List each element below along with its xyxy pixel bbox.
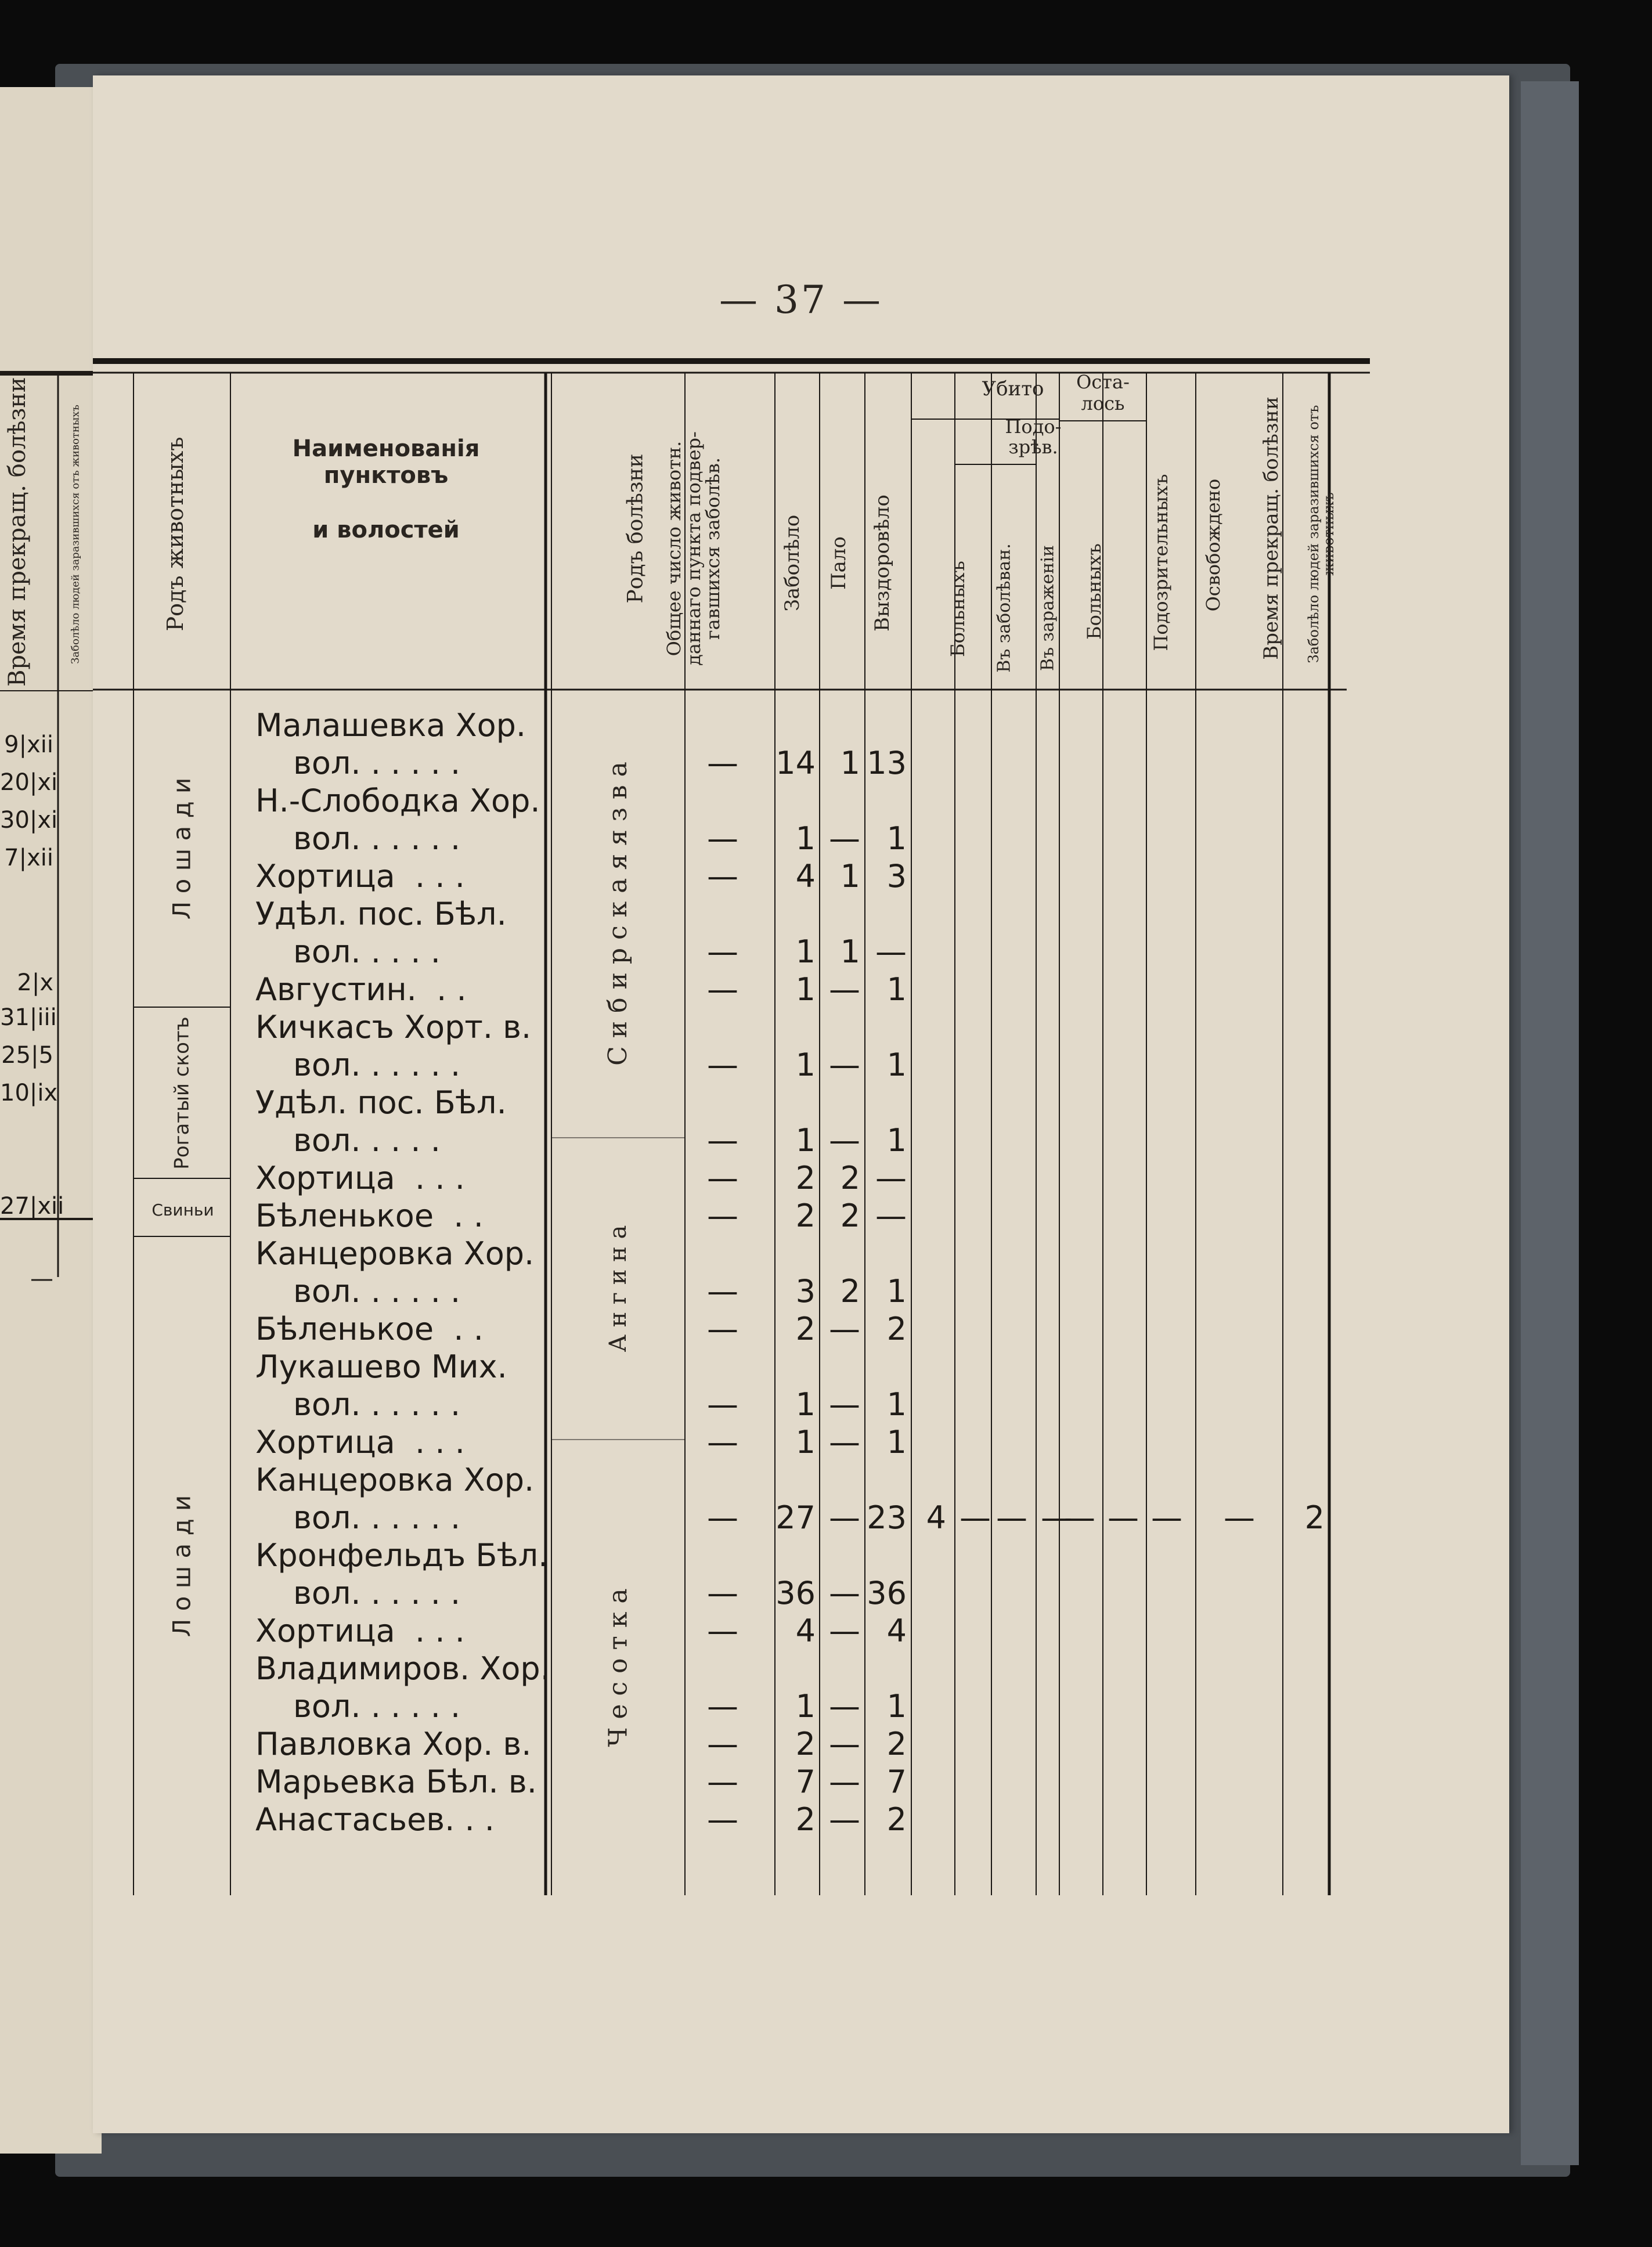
row-total: — [707, 933, 738, 970]
row-died: — [829, 820, 860, 857]
row-recovered: 1 [886, 820, 907, 857]
row-died: — [829, 1047, 860, 1083]
left-page-date: 31|iii [0, 1004, 57, 1031]
left-page-date: 10|ix [0, 1080, 58, 1106]
left-page-date: 7|xii [4, 845, 53, 871]
row-name: Хортица . . . [255, 858, 465, 895]
row-recovered: 7 [886, 1763, 907, 1800]
row-name: Кронфельдъ Бѣл. [255, 1537, 549, 1574]
row-name: Малашевка Хор. [255, 707, 526, 744]
row-empty-dash: — [1108, 1499, 1139, 1536]
row-name-cont: вол. . . . . [293, 1122, 441, 1159]
row-fell-ill: 2 [795, 1726, 816, 1762]
row-died: — [829, 1424, 860, 1460]
disease-group-label: С и б и р с к а я я з в а [603, 762, 633, 1066]
row-died: 1 [840, 745, 860, 781]
header-recovered: Выздоровѣло [871, 495, 894, 632]
row-name: Владимиров. Хор. [255, 1650, 550, 1687]
row-recovered: 3 [886, 858, 907, 895]
row-recovered: 2 [886, 1726, 907, 1762]
row-name: Анастасьев. . . [255, 1801, 495, 1838]
row-died: 2 [840, 1160, 860, 1196]
header-group-killed: Убито [982, 377, 1044, 401]
row-name: Бѣленькое . . [255, 1198, 484, 1234]
row-name: Марьевка Бѣл. в. [255, 1763, 537, 1800]
header-disease: Родъ болѣзни [623, 453, 648, 604]
row-fell-ill: 2 [795, 1311, 816, 1347]
left-page [0, 87, 102, 2154]
header-susp-disease: Въ заболѣван. [994, 543, 1015, 673]
row-fell-ill: 1 [795, 1424, 816, 1460]
row-fell-ill: 1 [795, 1386, 816, 1423]
row-fell-ill: 14 [775, 745, 816, 781]
header-rem-sick: Больныхъ [1083, 543, 1105, 640]
row-name-cont: вол. . . . . . [293, 1273, 461, 1310]
header-names-line1: Наименованія пунктовъ [292, 435, 480, 489]
header-group-remaining: Оста- лось [1076, 371, 1130, 414]
header-died: Пало [827, 536, 850, 590]
row-recovered: 4 [886, 1613, 907, 1649]
row-recovered: — [875, 1160, 907, 1196]
row-name-cont: вол. . . . . . [293, 745, 461, 781]
row-fell-ill: 1 [795, 1047, 816, 1083]
animal-group-label: Л о ш а д и [167, 777, 196, 919]
row-empty-dash: — [1041, 1499, 1072, 1536]
row-total: — [707, 1047, 738, 1083]
disease-group-label: Ч е с о т к а [603, 1588, 633, 1747]
page-number: — 37 — [719, 277, 883, 322]
row-fell-ill: 1 [795, 933, 816, 970]
row-total: — [707, 1688, 738, 1725]
left-page-date: 20|xi [0, 769, 58, 796]
row-died: — [829, 1386, 860, 1423]
row-people: 2 [1304, 1499, 1325, 1536]
row-died: — [829, 1613, 860, 1649]
row-fell-ill: 2 [795, 1160, 816, 1196]
left-page-date: 30|xi [0, 807, 58, 834]
row-died: — [829, 1763, 860, 1800]
row-name-cont: вол. . . . . . [293, 1386, 461, 1423]
row-name: Хортица . . . [255, 1424, 465, 1460]
row-name-cont: вол. . . . . . [293, 1575, 461, 1611]
row-name: Канцеровка Хор. [255, 1462, 535, 1498]
row-fell-ill: 36 [775, 1575, 816, 1611]
left-page-date: 25|5 [1, 1042, 53, 1069]
header-names-line2: и волостей [312, 517, 460, 543]
row-name: Канцеровка Хор. [255, 1235, 535, 1272]
left-header-people: Заболѣло людей заразившихся отъ животныхъ [69, 405, 82, 664]
row-died: 2 [840, 1198, 860, 1234]
row-empty-dash: — [960, 1499, 991, 1536]
row-name: Хортица . . . [255, 1160, 465, 1196]
row-recovered: 1 [886, 1386, 907, 1423]
row-recovered: 1 [886, 1273, 907, 1310]
header-total: Общее число животн. даннаго пункта подвер- гавшихся заболѣв. [663, 431, 724, 666]
left-page-date: 9|xii [4, 731, 53, 758]
row-died: — [829, 1726, 860, 1762]
row-died: 2 [840, 1273, 860, 1310]
row-total: — [707, 1613, 738, 1649]
row-recovered: 23 [867, 1499, 907, 1536]
page [93, 75, 1509, 2133]
row-fell-ill: 4 [795, 1613, 816, 1649]
animal-group-label: Л о ш а д и [167, 1495, 196, 1637]
row-recovered: 1 [886, 1424, 907, 1460]
row-total: — [707, 745, 738, 781]
header-rem-suspected: Подозрительныхъ [1150, 474, 1172, 651]
row-name: Кичкасъ Хорт. в. [255, 1009, 532, 1045]
row-total: — [707, 1160, 738, 1196]
animal-group-label: Рогатый скотъ [170, 1016, 193, 1170]
row-recovered: 1 [886, 1047, 907, 1083]
row-name-cont: вол. . . . . . [293, 1047, 461, 1083]
row-recovered: 2 [886, 1311, 907, 1347]
row-end-time: — [1224, 1499, 1255, 1536]
row-name: Бѣленькое . . [255, 1311, 484, 1347]
row-total: — [707, 1801, 738, 1838]
row-name: Н.-Слободка Хор. [255, 782, 540, 819]
header-fell-ill: Заболѣло [781, 514, 804, 612]
row-fell-ill: 7 [795, 1763, 816, 1800]
row-recovered: 1 [886, 1122, 907, 1159]
row-total: — [707, 1273, 738, 1310]
row-recovered: — [875, 1198, 907, 1234]
row-fell-ill: 2 [795, 1198, 816, 1234]
row-total: — [707, 1499, 738, 1536]
row-name-cont: вол. . . . . [293, 933, 441, 970]
row-name: Августин. . . [255, 971, 467, 1008]
row-name-cont: вол. . . . . . [293, 1688, 461, 1725]
row-fell-ill: 4 [795, 858, 816, 895]
row-recovered: 2 [886, 1801, 907, 1838]
row-name: Удѣл. пос. Бѣл. [255, 896, 507, 932]
row-total: — [707, 820, 738, 857]
row-name: Хортица . . . [255, 1613, 465, 1649]
row-total: — [707, 1726, 738, 1762]
row-died: — [829, 1688, 860, 1725]
row-died: — [829, 1311, 860, 1347]
header-group-suspected: Подо- зрѣв. [1005, 416, 1062, 459]
header-people: Заболѣло людей заразившихся отъ животныхъ [1305, 405, 1337, 663]
row-total: — [707, 858, 738, 895]
row-died: — [829, 1122, 860, 1159]
left-page-dash: — [30, 1265, 53, 1292]
row-fell-ill: 1 [795, 1688, 816, 1725]
left-page-date: 2|x [17, 969, 53, 996]
row-name: Лукашево Мих. [255, 1348, 507, 1385]
row-name-cont: вол. . . . . . [293, 1499, 461, 1536]
row-died: 1 [840, 858, 860, 895]
row-recovered: 36 [867, 1575, 907, 1611]
row-total: — [707, 1575, 738, 1611]
row-recovered: 1 [886, 1688, 907, 1725]
row-name: Удѣл. пос. Бѣл. [255, 1084, 507, 1121]
row-died: — [829, 1499, 860, 1536]
row-total: — [707, 1763, 738, 1800]
book-cover-edge [1521, 81, 1579, 2165]
row-empty-dash: — [1151, 1499, 1182, 1536]
row-total: — [707, 1198, 738, 1234]
header-released: Освобождено [1202, 478, 1224, 612]
row-empty-dash: — [1064, 1499, 1095, 1536]
row-fell-ill: 3 [795, 1273, 816, 1310]
header-killed-sick: Больныхъ [947, 561, 969, 657]
row-fell-ill: 2 [795, 1801, 816, 1838]
row-died: — [829, 1575, 860, 1611]
row-name-cont: вол. . . . . . [293, 820, 461, 857]
row-recovered: 13 [867, 745, 907, 781]
row-recovered: — [875, 933, 907, 970]
row-fell-ill: 1 [795, 820, 816, 857]
row-total: — [707, 1122, 738, 1159]
row-died: — [829, 971, 860, 1008]
header-end-time: Время прекращ. болѣзни [1260, 396, 1283, 660]
row-fell-ill: 27 [775, 1499, 816, 1536]
row-empty-dash: — [996, 1499, 1027, 1536]
row-recovered: 1 [886, 971, 907, 1008]
row-total: — [707, 1386, 738, 1423]
row-fell-ill: 1 [795, 971, 816, 1008]
row-killed-sick: 4 [926, 1499, 946, 1536]
row-total: — [707, 971, 738, 1008]
left-page-date: 27|xii [0, 1193, 64, 1220]
disease-group-label: А н г и н а [605, 1225, 632, 1352]
row-died: — [829, 1801, 860, 1838]
header-animal-kind: Родъ животныхъ [163, 437, 188, 632]
animal-group-label: Свиньи [152, 1200, 214, 1220]
row-fell-ill: 1 [795, 1122, 816, 1159]
row-name: Павловка Хор. в. [255, 1726, 532, 1762]
row-total: — [707, 1424, 738, 1460]
row-total: — [707, 1311, 738, 1347]
left-header-end-time: Время прекращ. болѣзни [4, 377, 31, 687]
header-susp-infection: Въ зараженіи [1037, 545, 1058, 671]
row-died: 1 [840, 933, 860, 970]
